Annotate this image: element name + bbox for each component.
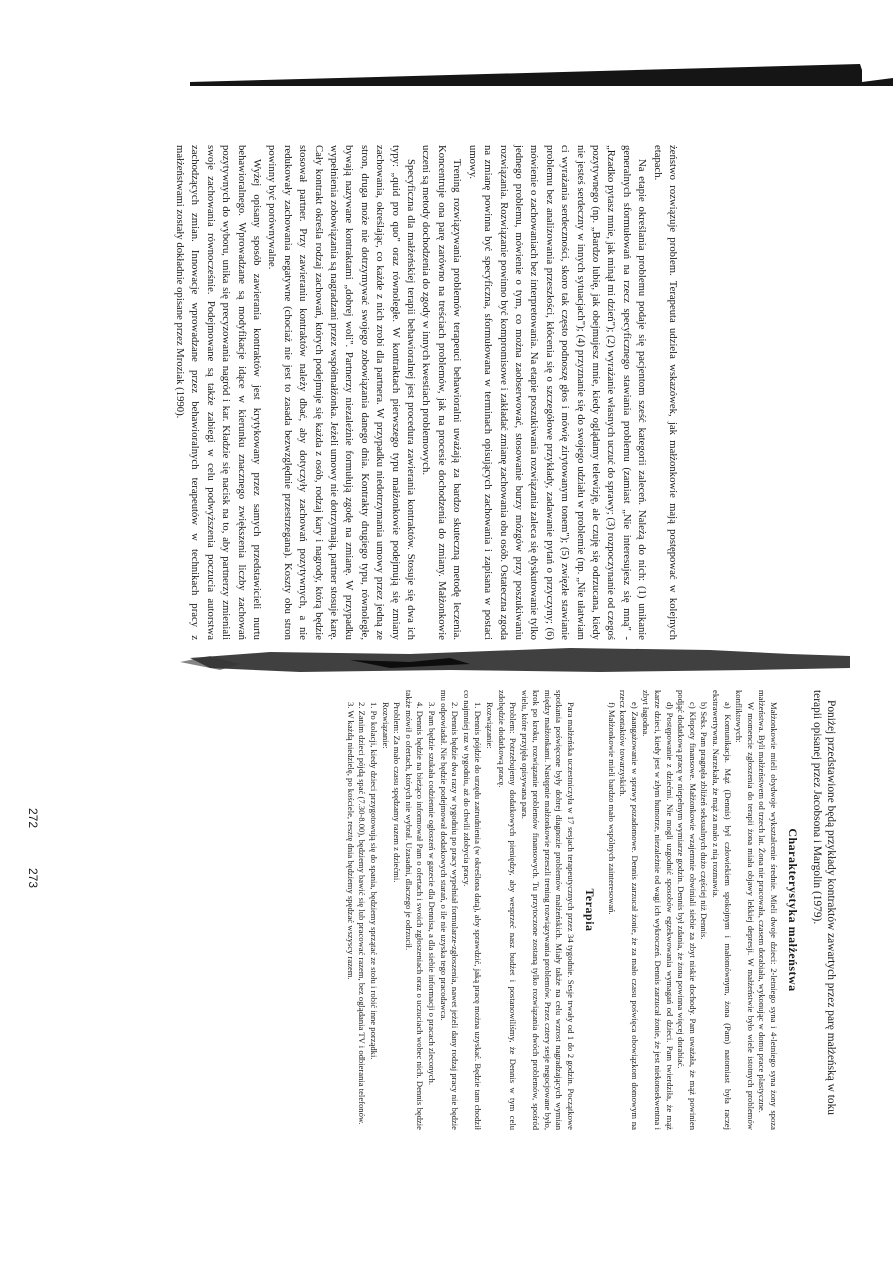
- section-heading-characteristics: Charakterystyka małżeństwa: [786, 828, 800, 992]
- right-paragraph: 1. Dennis pójdzie do urzędu zatrudnienia (w określona datą), aby sprawdzić, jaką pracę można uzyskać. Będzie tam chodził co najmniej raz w tygodniu, aż do chwili zdobycia pracy.: [461, 690, 484, 1130]
- right-paragraph: 4. Dennis będzie na bieżąco informował Pam o ofertach i swoich zgłoszeniach oraz o uczuciach wobec nich. Dennis będzie także mówił o ofertach, których nie wybrał. Uzasadni, dlaczego je odrzucił.: [403, 690, 426, 1130]
- left-paragraph: Trening rozwiązywania problemów terapeuci behawioralni uważają za bardzo skuteczną metodę leczenia. Koncentruje ona parę zarówno na treściach problemów, jak na procesie dochodzenia do zmiany. Małżonkowie uczeni są metody dochodzenia do zgody w innych kwestiach problemowych.: [420, 145, 464, 640]
- page-number-right: 273: [26, 868, 40, 889]
- right-paragraph: Problem: Za mało czasu spędzamy razem z dziećmi.: [392, 702, 403, 883]
- right-paragraph: f) Małżonkowie mieli bardzo mało wspólnych zainteresowań.: [606, 702, 617, 915]
- left-paragraph: Wyżej opisany sposób zawierania kontraktów jest krytykowany przez samych przedstawicieli nurtu behawioralnego. Wprowadzane są modyfikacje idące w kierunku znacznego zwiększenia liczby zachowań pozytywnych do wyboru, unika się precyzowania nagród i kar. Kładzie się nacisk na to, aby partnerzy zmieniali swoje zachowania równocześnie. Podejmowane są także zabiegi w celu podwyższenia poczucia autorstwa zachodzących zmian. Innowacje wprowadzane przez behawioralnych terapeutów w technikach pracy z małżeństwami zostały dokładnie opisane przez Mroziak (1990).: [174, 145, 264, 640]
- right-paragraph: c) Kłopoty finansowe. Małżonkowie wzajemnie obwiniali siebie za zbyt niskie dochody. Pam uważała, że mąż powinien podjąć dodatkową pracę w niepełnym wymiarze godzin. Dennis był zdania, że żona powinna więcej dorabiać.: [676, 690, 698, 1130]
- right-paragraph: Małżonkowie mieli obydwoje wykształcenie średnie. Mieli dwoje dzieci: 2-letniego syna i 4-letniego syna żony spoza małżeństwa. Byli małżeństwem od trzech lat. Żona nie pracowała, czasem dorabiała, wykonując w domu prace plastyczne.: [757, 690, 779, 1130]
- right-paragraph: Rozwiązanie:: [380, 702, 391, 749]
- right-paragraph: e) Zaangażowanie w sprawy pozadomowe. Dennis zarzucał żonie, że za mało czasu poświęca obowiązkom domowym na rzecz kontaktów towarzyskich.: [618, 690, 640, 1130]
- page-number-left: 272: [26, 808, 40, 829]
- left-page: [160, 145, 680, 640]
- right-paragraph: Para małżeńska uczestniczyła w 17 sesjach terapeutycznych przez 34 tygodnie. Sesje trwały od 1 do 2 godzin. Początkowe spotkania poświęcone były dobrej diagnozie problemów małżeńskich. Miały także na celu wzrost nagradzających wymian między małżonkami. Następnie małżonkowie przeszli trening rozwiązywania problemów. Przez cztery sesje negocjowane było, krok po kroku, rozwiązanie problemów finansowych. Tu przytoczone zostaną tylko rozwiązania dwóch problemów, spośród wielu, które przyjęła opisywana para.: [519, 690, 577, 1130]
- scan-spine-artifact: [150, 640, 850, 680]
- right-paragraph: 1. Po kolacji, kiedy dzieci przygotowują się do spania, będziemy sprzątać ze stołu i robić inne porządki.: [369, 702, 379, 1060]
- intro-lead: Poniżej przedstawione będą przykłady kontraktów zawartych przez parę małżeńską w toku terapii opisanej przez Jacobsona i Margolin (1979).: [811, 690, 837, 1115]
- right-paragraph: d) Postępowanie z dziećmi. Nie mogli uzgodnić sposobów egzekwowania wymagań od dzieci. Pam twierdziła, że mąż karze dzieci, kiedy jest w złym humorze, niezależnie od wagi ich wykroczeń. Dennis zarzucał żonie, że jest niekonsekwentna i zbyt łagodna.: [641, 690, 675, 1130]
- right-paragraph: W momencie zgłoszenia do terapii żona miała objawy lekkiej depresji. W małżeństwie było wiele istotnych problemów konfliktowych:: [734, 690, 756, 1130]
- section-heading-therapy: Terapia: [583, 888, 598, 932]
- right-paragraph: a) Komunikacja. Mąż (Dennis) był człowiekiem spokojnym i małomównym, żona (Pam) natomiast była raczej ekstrawertywna. Narzekała, że mąż za mało z nią rozmawia.: [711, 690, 733, 1130]
- left-paragraph: żeństwo rozwiązuje problem. Terapeuta udziela wskazówek, jak małżonkowie mają postępować w kolejnych etapach.: [651, 145, 679, 640]
- scan-edge-artifact: [0, 60, 893, 92]
- left-paragraph: Specyficzna dla małżeńskiej terapii behawioralnej jest procedura zawierania kontraktów. Stosuje się dwa ich typy: „quid pro quo" oraz równoległe. W kontraktach pierwszego typu małżonkowie podejmują się zmiany zachowania, określając, co każde z nich zrobi dla partnera. W przypadku niedotrzymania umowy przez jedną ze stron, druga może nie dotrzymywać swojego zobowiązania danego dnia. Kontrakty drugiego typu, równoległe, bywają nazywane kontraktami „dobrej woli". Partnerzy niezależnie formułują zgodę na zmianę. W przypadku wypełnienia zobowiązania są nagradzani przez współmałżonka. Jeżeli umowy nie dotrzymają, partner stosuje karę. Cały kontrakt określa rodzaj zachowań, których podejmuje się każda z osób, rodzaj kary i nagrody, którą będzie stosował partner. Przy zawieraniu kontraktów należy dbać, aby dotyczyły zachowań pozytywnych, a nie redukowały zachowania negatywne (chociaż nie jest to zasada bezwzględnie przestrzegana). Koszty obu stron powinny być porównywalne.: [266, 145, 418, 640]
- right-paragraph: b) Seks. Pam pragnęła zbliżeń seksualnych dużo częściej niż Dennis.: [699, 702, 710, 940]
- right-paragraph: Rozwiązanie:: [484, 702, 495, 749]
- right-paragraph: 2. Zanim dzieci pójdą spać (7.30-8.00), będziemy bawić się lub pracować razem, bez oglądania TV i odbierania telefonów.: [357, 702, 368, 1125]
- right-paragraph: Problem: Potrzebujemy dodatkowych pieniędzy, aby wesprzeć nasz budżet i postanowiliśmy, że Dennis w tym celu zdobędzie dodatkową pracę.: [496, 690, 519, 1130]
- right-paragraph: 3. Pam będzie szukała codziennie ogłoszeń w gazecie dla Dennisa, a dla siebie informacji o pracach zleconych.: [426, 702, 437, 1085]
- right-page: [148, 690, 838, 1130]
- right-paragraph: 2. Dennis będzie dwa razy w tygodniu po pracy wypełniał formularze-zgłoszenia, nawet jeżeli dany rodzaj pracy nie będzie mu odpowiadał. Nie będzie podejmował dodatkowych starań, o ile nie uzyska tego pracodawca.: [438, 690, 461, 1130]
- right-paragraph: 3. W każdą niedzielę, po kościele, resztę dnia będziemy spędzać wszyscy razem.: [345, 702, 356, 980]
- left-paragraph: Na etapie określania problemu podaje się pacjentom sześć kategorii zaleceń. Należą do nich: (1) unikanie generalnych sformułowań na rzecz specyficznego stawiania problemu (zamiast „Nie interesujesz się mną" - „Rzadko pytasz mnie, jak minął mi dzień"); (2) wyrażanie własnych uczuć do sprawy; (3) rozpoczynanie od czegoś pozytywnego (np. „Bardzo lubię, jak obejmujesz mnie, kiedy oglądamy telewizję, ale czuję się odrzucana, kiedy nie jesteś serdeczny w innych sytuacjach"); (4) przyznanie się do swojego udziału w problemie (np. „Nie ułatwiam ci wyrażania serdeczności, skoro tak często podnoszę głos i mówię zirytowanym tonem"); (5) zwięzłe stawianie problemu bez analizowania przeszłości, kłócenia się o szczegółowe przykłady, zadawanie pytań o przyczyny; (6) mówienie o zachowaniach bez interpretowania. Na etapie poszukiwania rozwiązania zaleca się dyskutowanie tylko jednego problemu, mówienie o tym, co można zaobserwować, stosowanie burzy mózgów przy poszukiwaniu rozwiązania. Rozwiązanie powinno być kompromisowe i zakładać zmianę zachowania obu osób. Ostateczna zgoda na zmianę powinna być specyficzna, sformułowana w terminach opisujących zachowania i zapisana w postaci umowy.: [466, 145, 649, 640]
